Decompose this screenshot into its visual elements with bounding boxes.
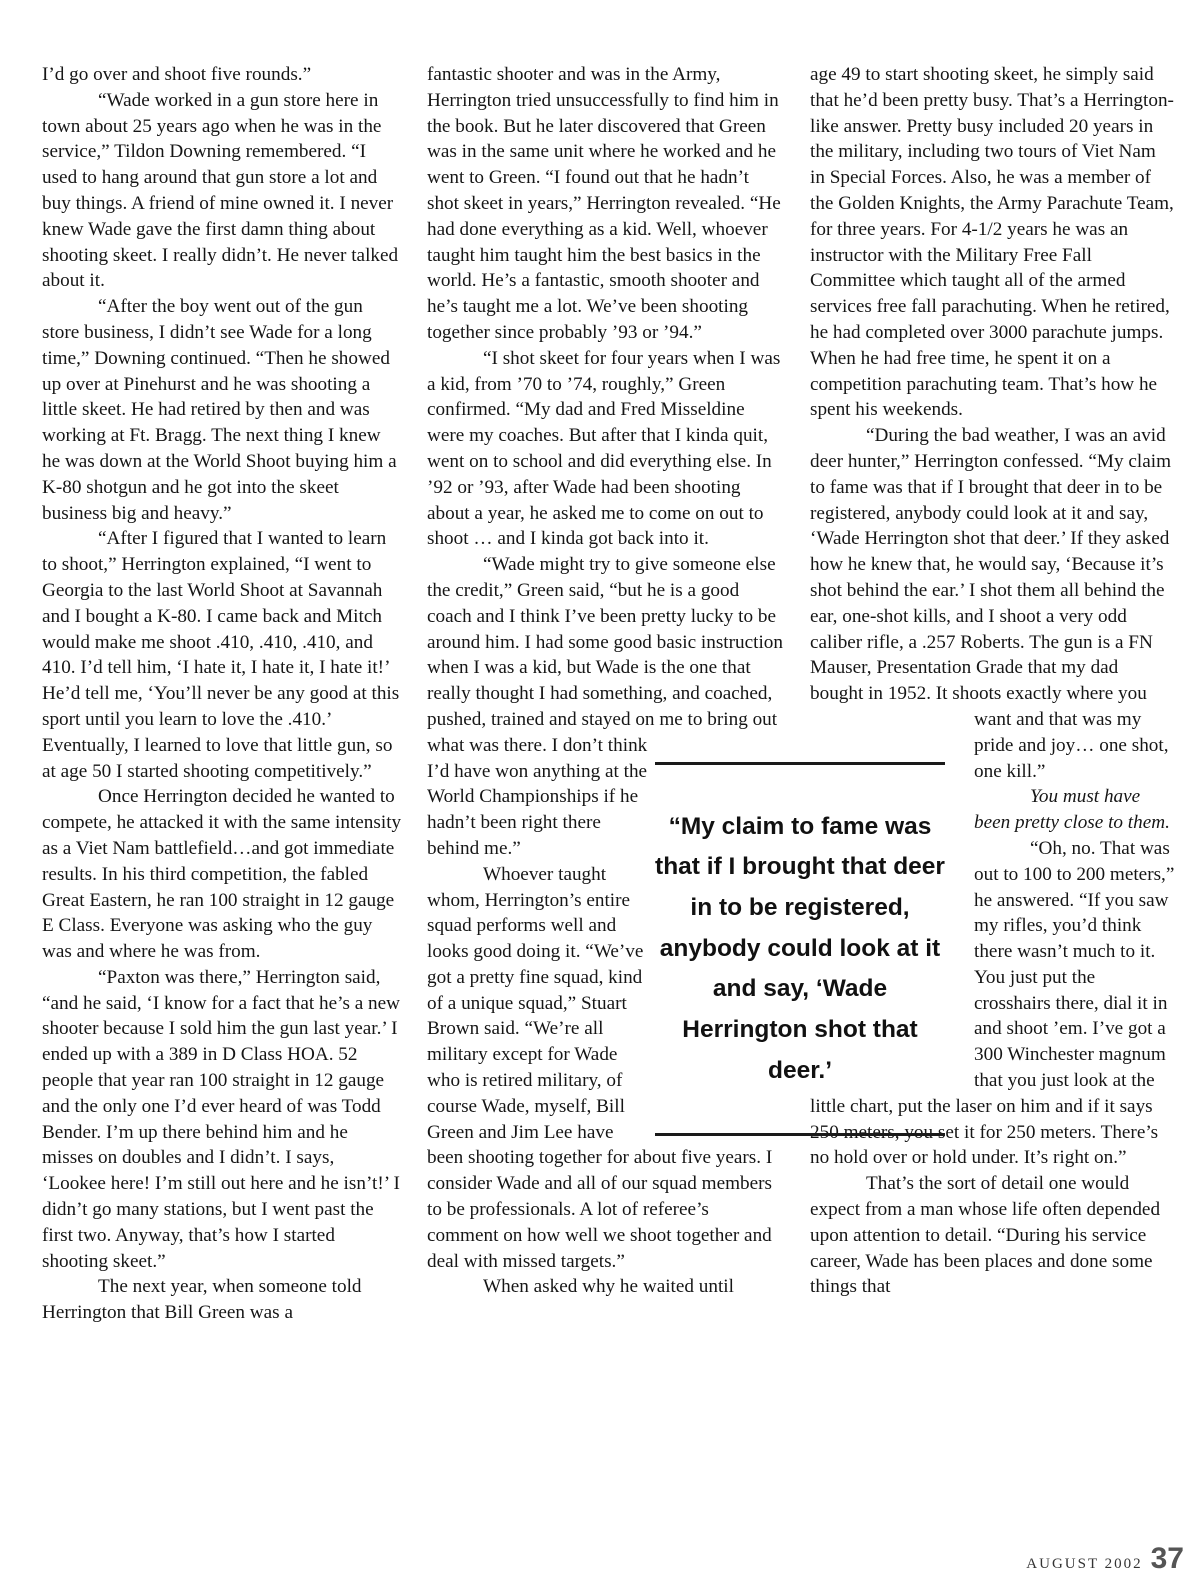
issue-date: AUGUST 2002 — [1026, 1556, 1143, 1572]
paragraph: Once Herrington decided he wanted to compete, he attacked it with the same intensity as a Viet Nam battlefield…and got immediate results. In his third competition, the fabled Great Eastern, he ran 100 straight in 12 gauge E Class. Everyone was asking who the guy was and where he was from. — [42, 786, 402, 963]
paragraph: “After I figured that I wanted to learn to shoot,” Herrington explained, “I went to Georgia to the last World Shoot at Savannah and I bought a K-80. I came back and Mitch would make me shoot .410, .410, .410, and 410. I’d tell him, ‘I hate it, I hate it, I hate it!’ He’d tell me, ‘You’ll never be any good at this sport until you learn to love the .410.’ Eventually, I learned to love that little gun, so at age 50 I started shooting competitively.” — [42, 528, 400, 782]
paragraph: “Paxton was there,” Herrington said, “and he said, ‘I know for a fact that he’s a new shooter because I sold him the gun last year.’ I ended up with a 389 in D Class HOA. 52 people that year ran 100 straight in 12 gauge and the only one I’d ever heard of was Todd Bender. I’m up there behind him and he misses on doubles and I didn’t. I says, ‘Lookee here! I’m still out here and he isn’t!’ I didn’t go many stations, but I went past the first two. Anyway, that’s how I started shooting skeet.” — [42, 966, 401, 1272]
paragraph: I’d go over and shoot five rounds.” — [42, 64, 312, 85]
page-number: 37 — [1150, 1542, 1184, 1575]
column-1 — [42, 62, 402, 1326]
paragraph: “Wade worked in a gun store here in town about 25 years ago when he was in the service,” Tildon Downing remembered. “I used to hang around that gun store a lot and buy things. A friend of mine owned it. I never knew Wade gave the first damn thing about shooting skeet. I really didn’t. He never talked about it. — [42, 89, 399, 292]
page-footer — [1026, 1542, 1184, 1576]
paragraph: “Oh, no. That was out to 100 to 200 meters,” he answered. “If you saw my rifles, you’d think there wasn’t much to it. You just put the crosshairs there, dial it in and shoot ’em. I’ve got a 300 Winchester magnum that you just look at the little chart, put the laser on him and if it says 250 meters, you set it for 250 meters. There’s no hold over or hold under. It’s right on.” — [810, 837, 1175, 1169]
paragraph: Whoever taught whom, Herrington’s entire squad performs well and looks good doing it. “We’ve got a pretty fine squad, kind of a unique squad,” Stuart Brown said. “We’re all military except for Wade who is retired military, of course Wade, myself, Bill Green and Jim Lee have been shooting together for about five years. I consider Wade and all of our squad members to be professionals. A lot of referee’s comment on how well we shoot together and deal with missed targets.” — [427, 863, 773, 1272]
paragraph: You must have been pretty close to them. — [974, 786, 1170, 834]
paragraph: age 49 to start shooting skeet, he simply said that he’d been pretty busy. That’s a Herrington-like answer. Pretty busy included 20 years in the military, including two tours of Viet Nam in Special Forces. Also, he was a member of the Golden Knights, the Army Parachute Team, for three years. For 4-1/2 years he was an instructor with the Military Free Fall Committee which taught all of the armed services free fall parachuting. When he retired, he had completed over 3000 parachute jumps. When he had free time, he spent it on a competition parachuting team. That’s how he spent his weekends. — [810, 64, 1174, 421]
paragraph: When asked why he waited until — [483, 1276, 734, 1298]
paragraph: “During the bad weather, I was an avid deer hunter,” Herrington confessed. “My claim to fame was that if I brought that deer in to be registered, anybody could look at it and say, ‘Wade Herrington shot that deer.’ If they asked how he knew that, he would say, ‘Because it’s shot behind the ear.’ I shot them all behind the ear, one-shot kills, and I shoot a very odd caliber rifle, a .257 Roberts. The gun is a FN Mauser, Presentation Grade that my dad bought in 1952. It shoots exactly where you want and that was my pride and joy… one shot, one kill.” — [810, 425, 1171, 782]
pull-quote — [655, 762, 945, 1136]
paragraph: fantastic shooter and was in the Army, Herrington tried unsuccessfully to find him in the book. But he later discovered that Green was in the same unit where he worked and he went to Green. “I found out that he hadn’t shot skeet in years,” Herrington revealed. “He had done everything as a kid. Well, whoever taught him taught him the best basics in the world. He’s a fantastic, smooth shooter and he’s taught me a lot. We’ve been shooting together since probably ’93 or ’94.” — [427, 64, 781, 343]
paragraph: “After the boy went out of the gun store business, I didn’t see Wade for a long time,” Downing continued. “Then he showed up over at Pinehurst and he was shooting a little skeet. He had retired by then and was working at Ft. Bragg. The next thing I knew he was down at the World Shoot buying him a K-80 shotgun and he got into the skeet business big and heavy.” — [42, 296, 397, 524]
paragraph: “I shot skeet for four years when I was a kid, from ’70 to ’74, roughly,” Green confirmed. “My dad and Fred Misseldine were my coaches. But after that I kinda quit, went on to school and did everything else. In ’92 or ’93, after Wade had been shooting about a year, he asked me to come on out to shoot … and I kinda got back into it. — [427, 347, 781, 550]
paragraph: “Wade might try to give someone else the credit,” Green said, “but he is a good coach and I think I’ve been pretty lucky to be around him. I had some good basic instruction when I was a kid, but Wade is the one that really thought I had something, and coached, pushed, trained and stayed on me to bring out what was there. I don’t think I’d have won anything at the World Championships if he hadn’t been right there behind me.” — [427, 554, 783, 859]
pull-quote-text: “My claim to fame was that if I brought that deer in to be registered, anybody could look at it and say, ‘Wade Herrington shot that deer.’ — [655, 812, 945, 1084]
paragraph: The next year, when someone told Herrington that Bill Green was a — [42, 1276, 362, 1324]
paragraph: That’s the sort of detail one would expect from a man whose life often depended upon attention to detail. “During his service career, Wade has been places and done some things that — [810, 1173, 1161, 1298]
